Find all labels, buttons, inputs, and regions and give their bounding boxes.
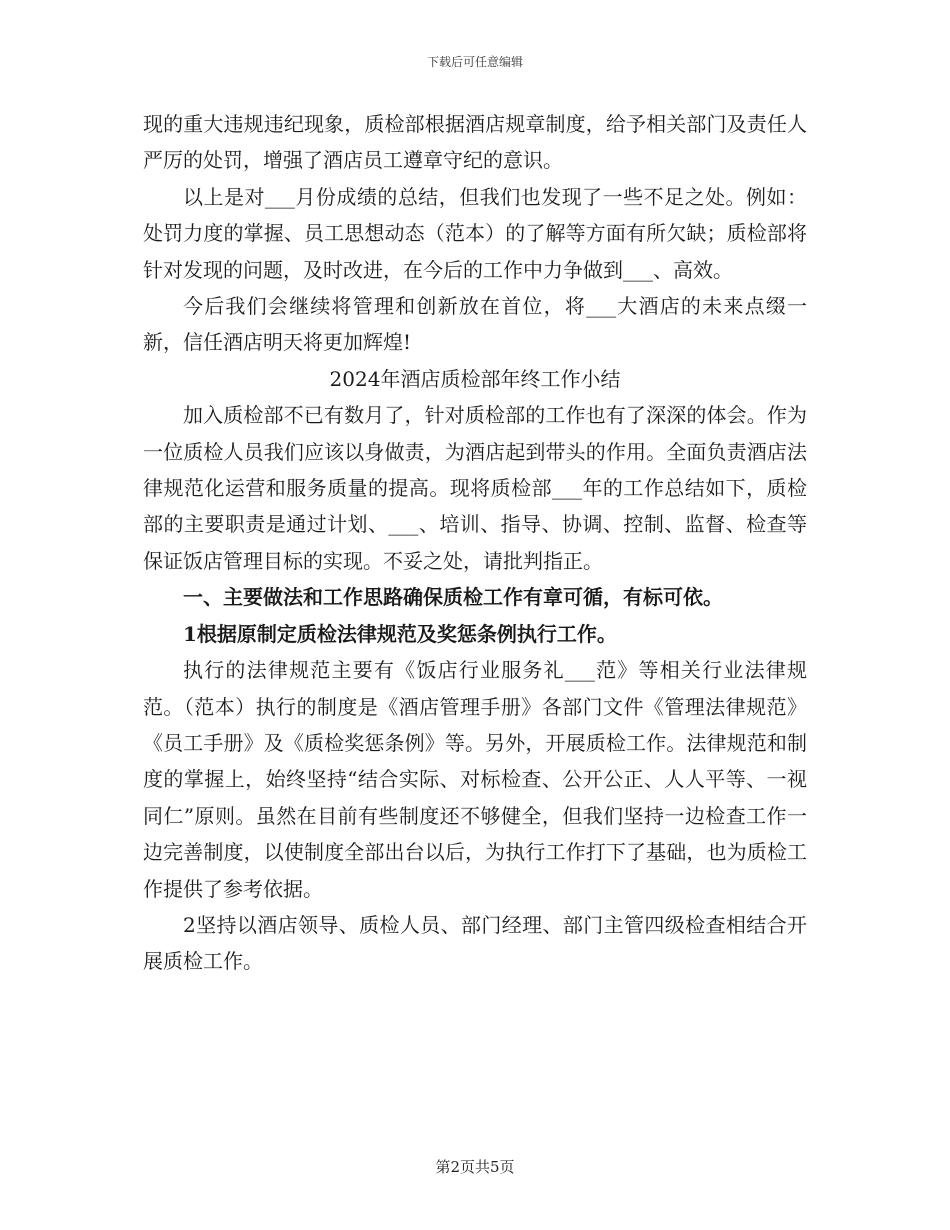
heading-1: 一、主要做法和工作思路确保质检工作有章可循，有标可依。 [183, 585, 723, 610]
heading-1-1: 1根据原制定质检法律规范及奖惩条例执行工作。 [183, 621, 617, 646]
section-title: 2024年酒店质检部年终工作小结 [329, 366, 621, 391]
paragraph-4: 加入质检部不已有数月了，针对质检部的工作也有了深深的体会。作为一位质检人员我们应该以身做责，为酒店起到带头的作用。全面负责酒店法律规范化运营和服务质量的提高。现将质检部___年的工作总结如下，质检部的主要职责是通过计划、___、培训、指导、协调、控制、监督、检查等保证饭店管理目标的实现。不妥之处，请批判指正。 [143, 403, 807, 573]
document-body [143, 106, 807, 980]
page-footer: 第2页共5页 [435, 1158, 515, 1176]
paragraph-3: 今后我们会继续将管理和创新放在首位，将___大酒店的未来点缀一新，信任酒店明天将更加辉煌! [143, 294, 807, 355]
paragraph-1: 现的重大违规违纪现象，质检部根据酒店规章制度，给予相关部门及责任人严厉的处罚，增强了酒店员工遵章守纪的意识。 [143, 112, 807, 173]
paragraph-5: 执行的法律规范主要有《饭店行业服务礼___范》等相关行业法律规范。（范本）执行的制度是《酒店管理手册》各部门文件《管理法律规范》《员工手册》及《质检奖惩条例》等。另外，开展质检工作。法律规范和制度的掌握上，始终坚持“结合实际、对标检查、公开公正、人人平等、一视同仁”原则。虽然在目前有些制度还不够健全，但我们坚持一边检查工作一边完善制度，以使制度全部出台以后，为执行工作打下了基础，也为质检工作提供了参考依据。 [143, 658, 807, 901]
page-header: 下载后可任意编辑 [426, 55, 523, 69]
paragraph-2: 以上是对___月份成绩的总结，但我们也发现了一些不足之处。例如：处罚力度的掌握、员工思想动态（范本）的了解等方面有所欠缺；质检部将针对发现的问题，及时改进，在今后的工作中力争做到___、高效。 [143, 184, 807, 282]
paragraph-6: 2坚持以酒店领导、质检人员、部门经理、部门主管四级检查相结合开展质检工作。 [143, 912, 807, 974]
